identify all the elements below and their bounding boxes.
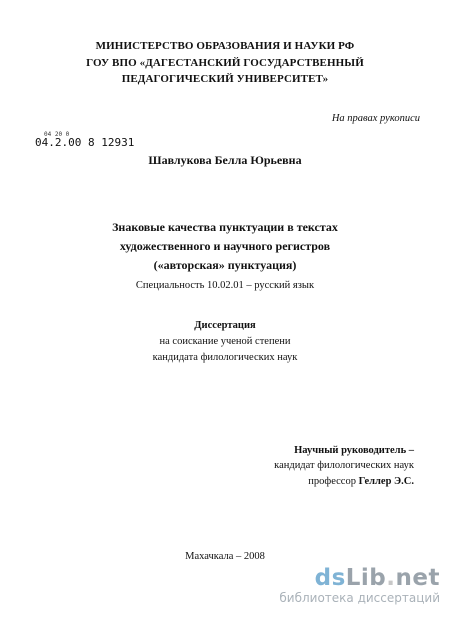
ministry-heading: МИНИСТЕРСТВО ОБРАЗОВАНИЯ И НАУКИ РФ — [95, 40, 355, 52]
archive-number-stamp: 04.2.00 8 12931 — [35, 136, 135, 149]
supervisor-degree: кандидат филологических наук — [274, 460, 414, 471]
supervisor-name-line — [308, 476, 414, 487]
dissertation-title-line-1: Знаковые качества пунктуации в текстах — [112, 220, 338, 234]
dissertation-heading: Диссертация — [194, 320, 256, 331]
degree-purpose-line-1: на соискание ученой степени — [159, 336, 291, 347]
manuscript-rights-note: На правах рукописи — [331, 113, 420, 124]
supervisor-title: профессор — [308, 476, 356, 487]
university-name-line-1: ГОУ ВПО «ДАГЕСТАНСКИЙ ГОСУДАРСТВЕННЫЙ — [86, 57, 364, 69]
specialty-code: Специальность 10.02.01 – русский язык — [135, 280, 315, 291]
archive-stamp-faint: 04 20 0 — [44, 131, 70, 138]
university-name-line-2: ПЕДАГОГИЧЕСКИЙ УНИВЕРСИТЕТ» — [121, 73, 329, 85]
dslib-tagline: библиотека диссертаций — [279, 591, 440, 605]
dslib-logo: dsLib.net — [314, 565, 440, 591]
degree-purpose-line-2: кандидата филологических наук — [152, 352, 298, 363]
place-and-year: Махачкала – 2008 — [185, 551, 265, 562]
dslib-watermark — [279, 566, 440, 606]
supervisor-name: Геллер Э.С. — [358, 476, 414, 487]
dissertation-title-line-2: художественного и научного регистров — [119, 239, 331, 253]
supervisor-label: Научный руководитель – — [294, 445, 414, 456]
dissertation-title-line-3: («авторская» пунктуация) — [153, 258, 297, 272]
author-name: Шавлукова Белла Юрьевна — [148, 153, 302, 167]
